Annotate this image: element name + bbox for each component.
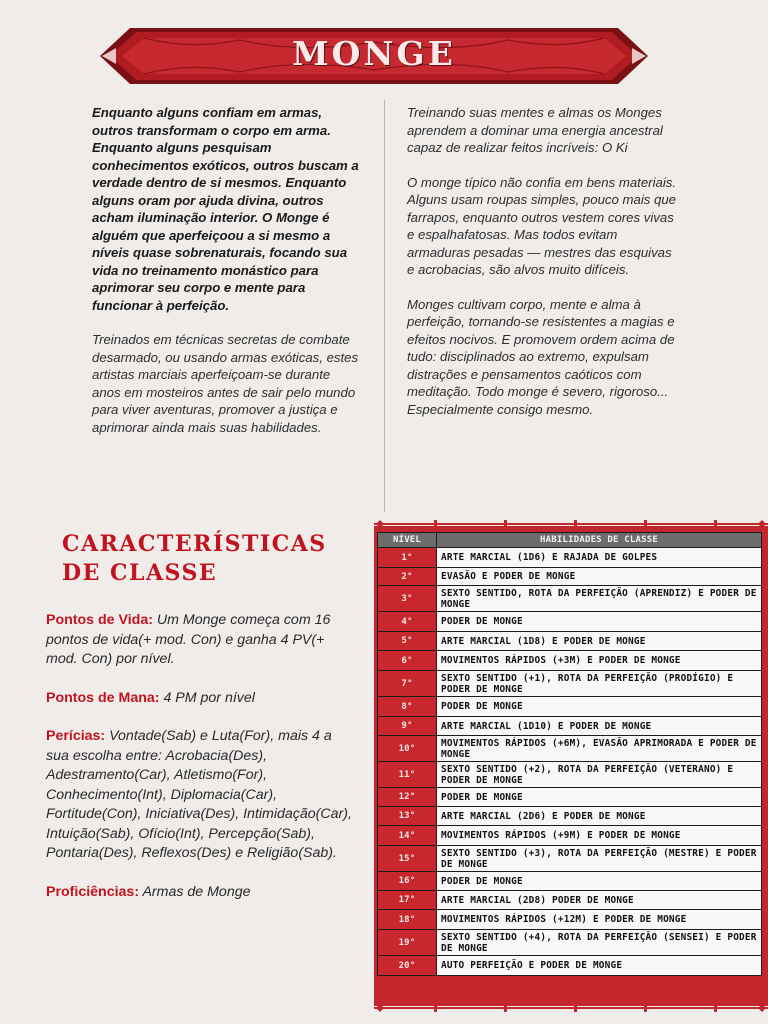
abilities-cell: ARTE MARCIAL (1D6) E RAJADA DE GOLPES [437, 548, 762, 568]
stat-label: Pontos de Mana: [46, 689, 160, 706]
header-abilities: HABILIDADES DE CLASSE [437, 533, 762, 548]
table-row [378, 956, 762, 976]
intro-paragraph-2: Treinados em técnicas secretas de combate desarmado, ou usando armas exóticas, estes artistas marciais aperfeiçoam-se durante anos em mosteiros antes de sair pelo mundo para viver aventuras, promover a justiça e aprimorar ainda mais suas habilidades. [92, 332, 359, 435]
level-cell: 18° [378, 910, 437, 930]
level-cell: 9° [378, 717, 437, 736]
level-cell: 10° [378, 736, 437, 762]
level-cell: 12° [378, 788, 437, 807]
stat-skills [46, 727, 356, 864]
abilities-cell: ARTE MARCIAL (2D8) PODER DE MONGE [437, 891, 762, 910]
level-cell: 8° [378, 697, 437, 717]
level-cell: 6° [378, 651, 437, 671]
level-cell: 13° [378, 807, 437, 826]
table-row [378, 788, 762, 807]
table-row [378, 612, 762, 632]
abilities-cell: SEXTO SENTIDO (+3), ROTA DA PERFEIÇÃO (MESTRE) E PODER DE MONGE [437, 846, 762, 872]
stat-value: Armas de Monge [139, 883, 251, 900]
table-row [378, 548, 762, 568]
abilities-cell: ARTE MARCIAL (1D8) E PODER DE MONGE [437, 632, 762, 651]
abilities-cell: MOVIMENTOS RÁPIDOS (+6M), EVASÃO APRIMORADA E PODER DE MONGE [437, 736, 762, 762]
table-top-ornament [374, 520, 768, 528]
level-cell: 19° [378, 930, 437, 956]
stat-value: Um Monge começa com 16 pontos de vida(+ mod. Con) e ganha 4 PV(+ mod. Con) por nível. [46, 612, 331, 667]
header-level: NÍVEL [378, 533, 437, 548]
table-row [378, 910, 762, 930]
abilities-cell: PODER DE MONGE [437, 872, 762, 891]
abilities-cell: SEXTO SENTIDO (+1), ROTA DA PERFEIÇÃO (PRODÍGIO) E PODER DE MONGE [437, 671, 762, 697]
table-row [378, 872, 762, 891]
class-stats [46, 611, 356, 921]
stat-hit-points [46, 611, 356, 670]
intro-bold-paragraph: Enquanto alguns confiam em armas, outros transformam o corpo em arma. Enquanto alguns pesquisam conhecimentos exóticos, outros buscam a verdade dentro de si mesmos. Enquanto alguns oram por ajuda divina, outros acham iluminação interior. O Monge é alguém que aperfeiçoou a si mesmo a níveis quase sobrenaturais, focando sua vida no treinamento monástico para aprimorar seu corpo e mente para funcionar à perfeição. [92, 105, 359, 313]
level-cell: 11° [378, 762, 437, 788]
table-bottom-ornament [374, 1004, 768, 1012]
level-cell: 1° [378, 548, 437, 568]
section-title-line-2: DE CLASSE [62, 560, 218, 586]
abilities-cell: MOVIMENTOS RÁPIDOS (+9M) E PODER DE MONGE [437, 826, 762, 846]
abilities-cell: AUTO PERFEIÇÃO E PODER DE MONGE [437, 956, 762, 976]
level-cell: 3° [378, 586, 437, 612]
level-cell: 15° [378, 846, 437, 872]
table-row [378, 762, 762, 788]
table-row [378, 807, 762, 826]
table-row [378, 717, 762, 736]
level-cell: 4° [378, 612, 437, 632]
level-cell: 20° [378, 956, 437, 976]
intro-right-column [407, 104, 679, 435]
abilities-cell: PODER DE MONGE [437, 697, 762, 717]
stat-value: Vontade(Sab) e Luta(For), mais 4 a sua escolha entre: Acrobacia(Des), Adestramento(Car), Atletismo(For), Conhecimento(Int), Diplomacia(Car), Fortitude(Con), Iniciativa(Des), Intimidação(Car), Intuição(Sab), Ofício(Int), Percepção(Sab), Pontaria(Des), Reflexos(Des) e Religião(Sab). [46, 728, 352, 861]
page-title: MONGE [292, 34, 456, 73]
level-cell: 7° [378, 671, 437, 697]
right-paragraph-2: O monge típico não confia em bens materiais. Alguns usam roupas simples, pouco mais que farrapos, enquanto outros vestem cores vivas e espalhafatosas. Mas todos evitam armaduras pesadas — mestres das esquivas e acrobacias, são alvos muito difíceis. [407, 174, 677, 277]
abilities-cell: MOVIMENTOS RÁPIDOS (+12M) E PODER DE MONGE [437, 910, 762, 930]
stat-mana-points [46, 689, 356, 709]
table-row [378, 671, 762, 697]
column-divider [384, 100, 385, 512]
table-row [378, 632, 762, 651]
intro-left-column [92, 104, 362, 453]
level-cell: 2° [378, 568, 437, 586]
abilities-cell: PODER DE MONGE [437, 788, 762, 807]
abilities-cell: EVASÃO E PODER DE MONGE [437, 568, 762, 586]
table-row [378, 697, 762, 717]
table-row [378, 586, 762, 612]
table-row [378, 736, 762, 762]
table-row [378, 930, 762, 956]
stat-label: Pontos de Vida: [46, 612, 153, 628]
abilities-cell: MOVIMENTOS RÁPIDOS (+3M) E PODER DE MONGE [437, 651, 762, 671]
stat-proficiencies [46, 883, 356, 903]
stat-value: 4 PM por nível [159, 689, 255, 706]
abilities-cell: ARTE MARCIAL (2D6) E PODER DE MONGE [437, 807, 762, 826]
level-cell: 16° [378, 872, 437, 891]
level-cell: 5° [378, 632, 437, 651]
table-row [378, 846, 762, 872]
stat-label: Proficiências: [46, 883, 140, 900]
abilities-cell: ARTE MARCIAL (1D10) E PODER DE MONGE [437, 717, 762, 736]
section-title [62, 530, 327, 588]
abilities-cell: SEXTO SENTIDO (+2), ROTA DA PERFEIÇÃO (VETERANO) E PODER DE MONGE [437, 762, 762, 788]
table-row [378, 568, 762, 586]
abilities-cell: SEXTO SENTIDO, ROTA DA PERFEIÇÃO (APRENDIZ) E PODER DE MONGE [437, 586, 762, 612]
stat-label: Perícias: [46, 728, 106, 744]
class-abilities-table [377, 532, 762, 976]
table-row [378, 891, 762, 910]
level-cell: 14° [378, 826, 437, 846]
right-paragraph-3: Monges cultivam corpo, mente e alma à perfeição, tornando-se resistentes a magias e efeitos nocivos. E promovem ordem acima de tudo: disciplinados ao extremo, expulsam distrações e pensamentos caóticos com meditação. Todo monge é severo, rigoroso... Especialmente consigo mesmo. [407, 296, 675, 417]
section-title-line-1: CARACTERÍSTICAS [62, 531, 327, 557]
table-row [378, 826, 762, 846]
right-paragraph-1: Treinando suas mentes e almas os Monges aprendem a dominar uma energia ancestral capaz de realizar feitos incríveis: O Ki [407, 105, 663, 155]
title-banner [100, 20, 648, 92]
abilities-cell: PODER DE MONGE [437, 612, 762, 632]
abilities-cell: SEXTO SENTIDO (+4), ROTA DA PERFEIÇÃO (SENSEI) E PODER DE MONGE [437, 930, 762, 956]
table-header-row [378, 533, 762, 548]
table-row [378, 651, 762, 671]
level-cell: 17° [378, 891, 437, 910]
